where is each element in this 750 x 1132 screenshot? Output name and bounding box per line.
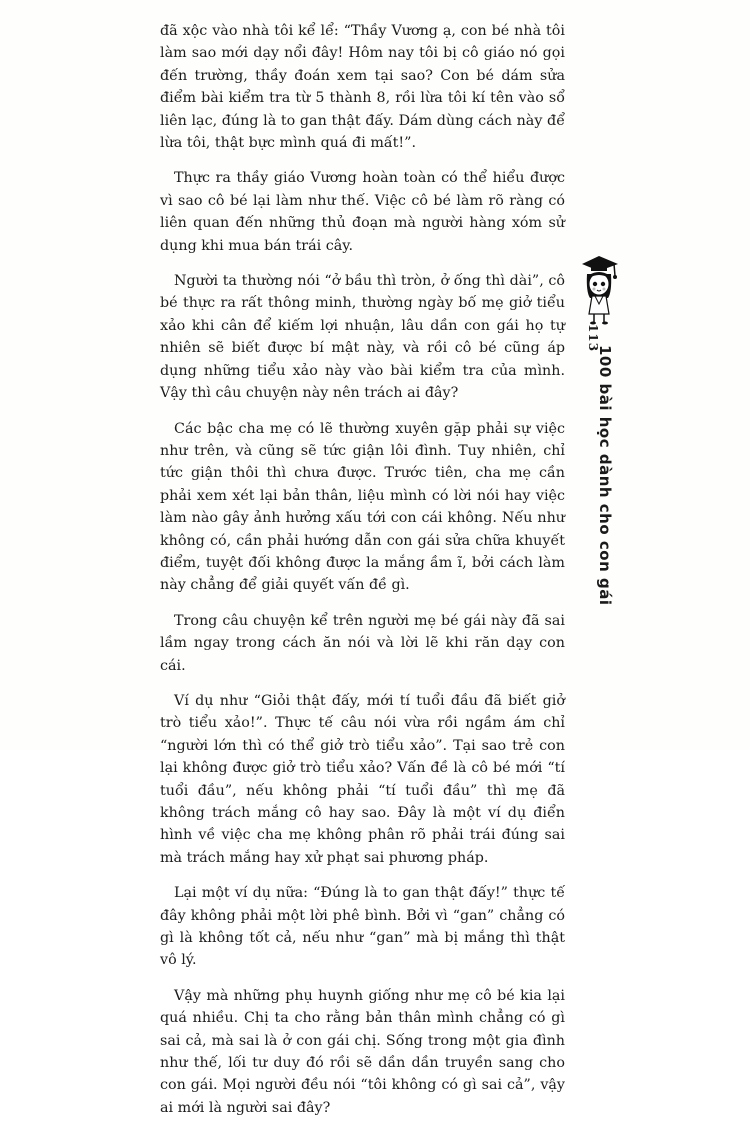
paragraph-1: đã xộc vào nhà tôi kể lể: “Thầy Vương ạ, con bé nhà tôi làm sao mới dạy nổi đây! Hôm nay tôi bị cô giáo nó gọi đến trường, thầy đoán xem tại sao? Con bé dám sửa điểm bài kiểm tra từ 5 thành 8, rồi lừa tôi kí tên vào sổ liên lạc, đúng là to gan thật đấy. Dám dùng cách này để lừa tôi, thật bực mình quá đi mất!”. — [160, 23, 565, 152]
page-number: 113 — [586, 324, 600, 353]
paragraph-8: Vậy mà những phụ huynh giống như mẹ cô bé kia lại quá nhiều. Chị ta cho rằng bản thân mình chẳng có gì sai cả, mà sai là ở con gái chị. Sống trong một gia đình như thế, lối tư duy đó rồi sẽ dần dần truyền sang cho con gái. Mọi người đều nói “tôi không có gì sai cả”, vậy ai mới là người sai đây? — [160, 987, 565, 1116]
graduate-girl-icon — [578, 252, 620, 332]
paragraph-5: Trong câu chuyện kể trên người mẹ bé gái này đã sai lầm ngay trong cách ăn nói và lời lẽ khi răn dạy con cái. — [160, 612, 565, 674]
body-text — [160, 20, 565, 1132]
book-title-vertical: 100 bài học dành cho con gái — [596, 345, 614, 606]
paragraph-7: Lại một ví dụ nữa: “Đúng là to gan thật đấy!” thực tế đây không phải một lời phê bình. Bởi vì “gan” chẳng có gì là không tốt cả, nếu như “gan” mà bị mắng thì thật vô lý. — [160, 885, 565, 969]
paragraph-6: Ví dụ như “Giỏi thật đấy, mới tí tuổi đầu đã biết giở trò tiểu xảo!”. Thực tế câu nói vừa rồi ngầm ám chỉ “người lớn thì có thể giở trò tiểu xảo”. Tại sao trẻ con lại không được giở trò tiểu xảo? Vấn đề là cô bé mới “tí tuổi đầu”, nếu không phải “tí tuổi đầu” thì mẹ đã không trách mắng cô hay sao. Đây là một ví dụ điển hình về việc cha mẹ không phân rõ phải trái đúng sai mà trách mắng hay xử phạt sai phương pháp. — [160, 692, 565, 866]
paragraph-3: Người ta thường nói “ở bầu thì tròn, ở ống thì dài”, cô bé thực ra rất thông minh, thường ngày bố mẹ giở tiểu xảo khi cân để kiếm lợi nhuận, lâu dần con gái họ tự nhiên sẽ biết được bí mật này, và rồi cô bé cũng áp dụng những tiểu xảo này vào bài kiểm tra của mình. Vậy thì câu chuyện này nên trách ai đây? — [160, 273, 565, 402]
paragraph-4: Các bậc cha mẹ có lẽ thường xuyên gặp phải sự việc như trên, và cũng sẽ tức giận lôi đình. Tuy nhiên, chỉ tức giận thôi thì chưa được. Trước tiên, cha mẹ cần phải xem xét lại bản thân, liệu mình có lời nói hay việc làm nào gây ảnh hưởng xấu tới con cái không. Nếu như không có, cần phải hướng dẫn con gái sửa chữa khuyết điểm, tuyệt đối không được la mắng ầm ĩ, bởi cách làm này chẳng để giải quyết vấn đề gì. — [160, 420, 565, 594]
paragraph-2: Thực ra thầy giáo Vương hoàn toàn có thể hiểu được vì sao cô bé lại làm như thế. Việc cô bé làm rõ ràng có liên quan đến những thủ đoạn mà người hàng xóm sử dụng khi mua bán trái cây. — [160, 170, 565, 254]
